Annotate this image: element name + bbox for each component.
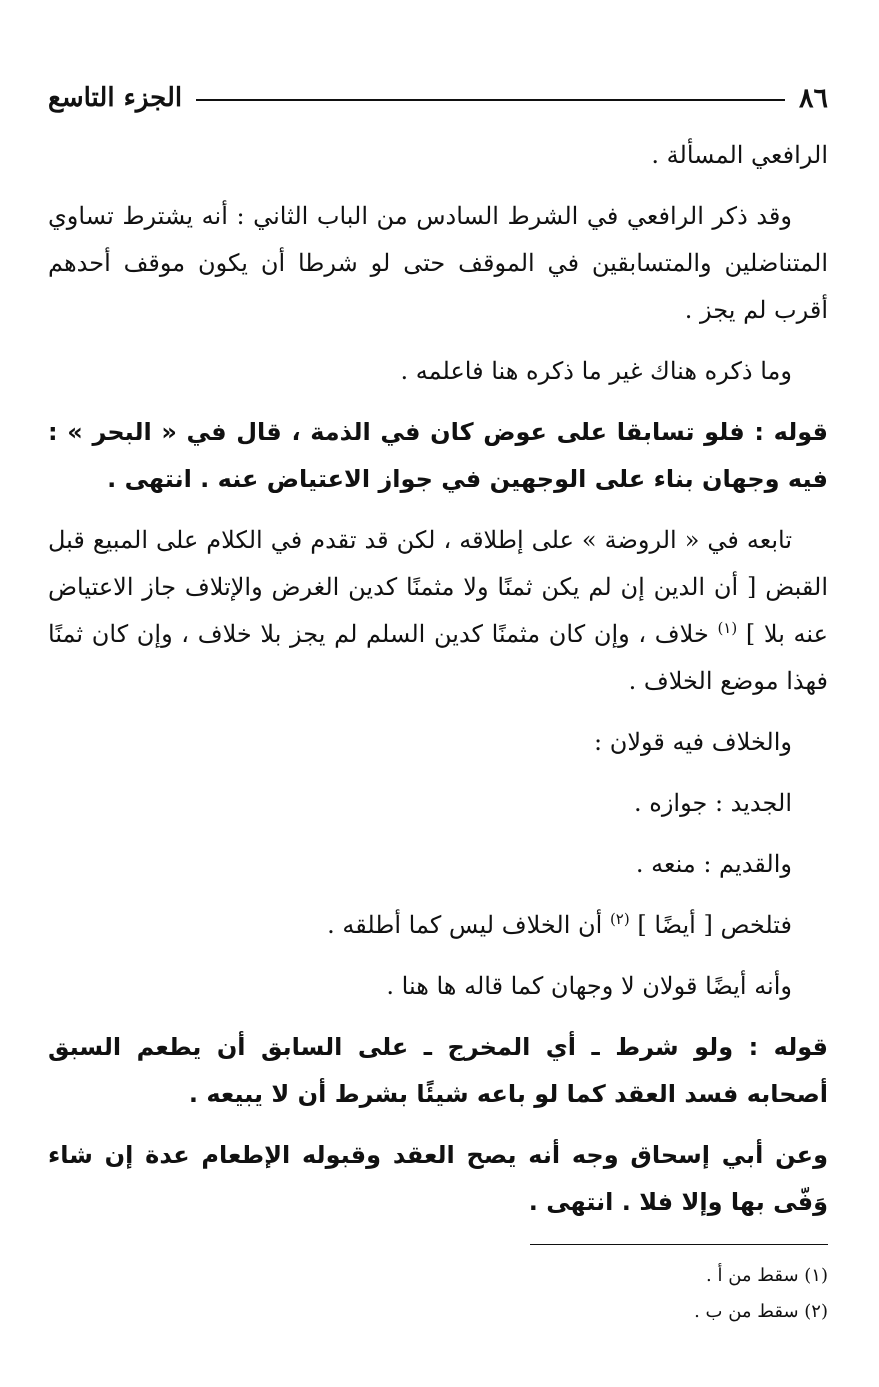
header-rule (196, 99, 785, 101)
paragraph-text: فتلخص [ أيضًا ] (637, 911, 792, 939)
running-title: الجزء التاسع (48, 83, 183, 113)
bold-paragraph: قوله : ولو شرط ـ أي المخرج ـ على السابق أن يطعم السبق أصحابه فسد العقد كما لو باعه شيئًا بشرط أن لا يبيعه . (48, 1033, 828, 1108)
footnote-reference: (١) (717, 619, 738, 637)
paragraph: وقد ذكر الرافعي في الشرط السادس من الباب الثاني : أنه يشترط تساوي المتناضلين والمتسابقين في الموقف حتى لو شرطا أن يكون موقف أحدهم أقرب لم يجز . (48, 202, 828, 324)
paragraph-text: أن الخلاف ليس كما أطلقه . (327, 911, 603, 939)
footnotes (328, 1258, 828, 1330)
bold-paragraph: قوله : فلو تسابقا على عوض كان في الذمة ، قال في « البحر » : فيه وجهان بناء على الوجهين في جواز الاعتياض عنه . انتهى . (48, 418, 828, 493)
paragraph: الجديد : جوازه . (633, 789, 792, 817)
paragraph (48, 902, 828, 949)
paragraph-text: خلاف ، وإن كان مثمنًا كدين السلم لم يجز بلا خلاف ، وإن كان ثمنًا فهذا موضع الخلاف . (48, 620, 828, 695)
paragraph (48, 517, 828, 705)
paragraph: والقديم : منعه . (635, 850, 792, 878)
page (48, 78, 828, 1240)
page-header (48, 78, 828, 118)
footnote-reference: (٢) (609, 910, 630, 928)
page-number: ٨٦ (798, 82, 828, 114)
footnote-rule (530, 1244, 828, 1245)
body-text (48, 132, 828, 1226)
paragraph: والخلاف فيه قولان : (594, 728, 792, 756)
footnote: (٢) سقط من ب . (694, 1301, 828, 1322)
paragraph: وأنه أيضًا قولان لا وجهان كما قاله ها هنا . (386, 972, 792, 1000)
paragraph: الرافعي المسألة . (651, 141, 828, 169)
paragraph: وما ذكره هناك غير ما ذكره هنا فاعلمه . (400, 357, 792, 385)
paragraph-text: تابعه في « الروضة » على إطلاقه ، لكن قد تقدم في الكلام على المبيع قبل القبض [ أن الدين إن لم يكن ثمنًا ولا مثمنًا كدين الغرض والإتلاف جاز الاعتياض عنه بلا ] (48, 526, 828, 648)
bold-paragraph: وعن أبي إسحاق وجه أنه يصح العقد وقبوله الإطعام عدة إن شاء وَفّى بها وإلا فلا . انتهى . (48, 1141, 828, 1216)
footnote: (١) سقط من أ . (706, 1265, 828, 1286)
